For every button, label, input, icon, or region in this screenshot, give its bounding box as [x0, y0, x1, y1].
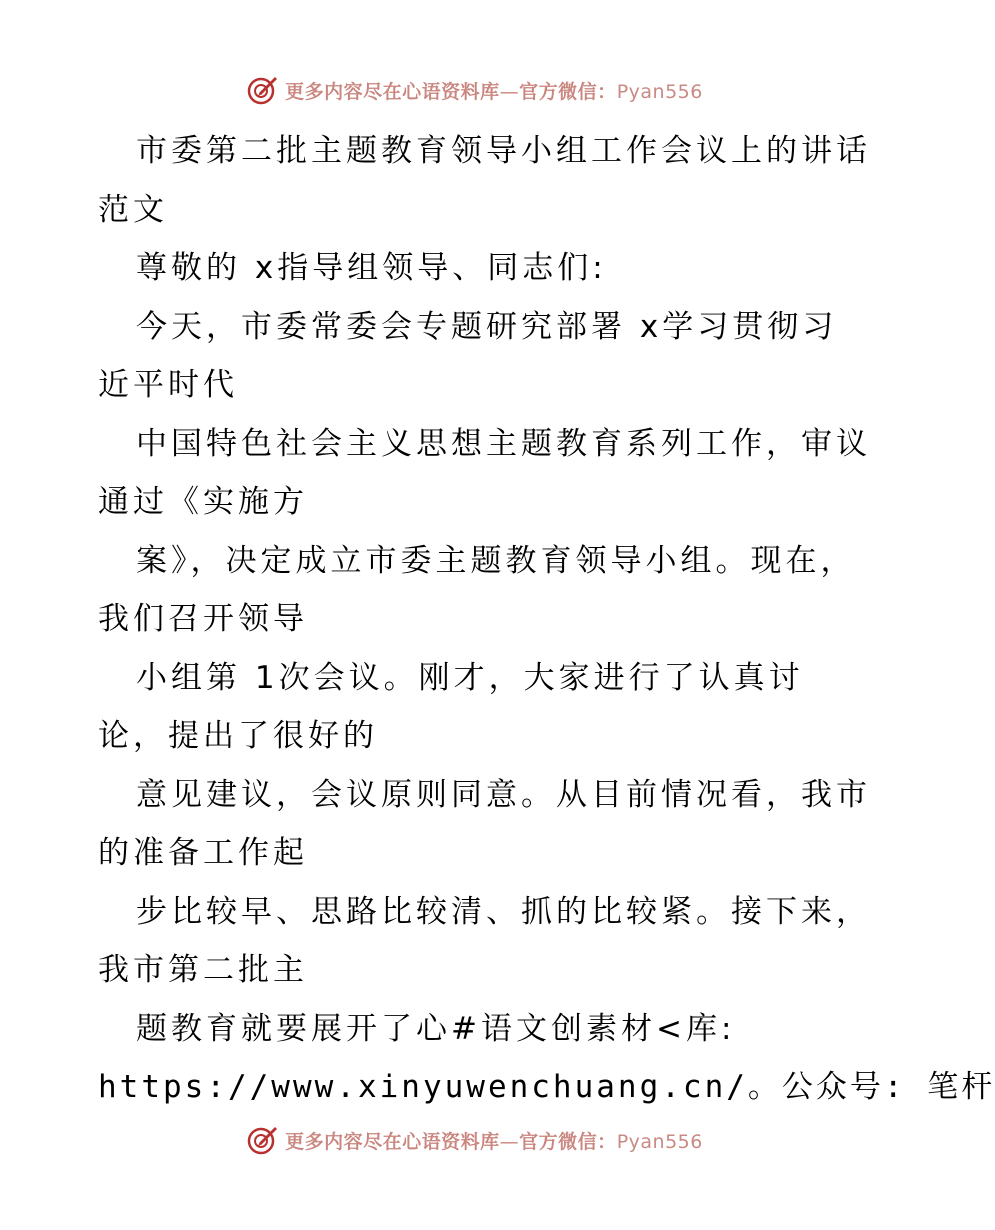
document-body — [98, 122, 995, 1117]
quill-pen-circle-logo — [247, 1124, 279, 1156]
quill-pen-circle-logo — [247, 74, 279, 106]
footer-watermark-banner — [0, 1120, 950, 1160]
doc-title-line-2: 范文 — [98, 191, 168, 228]
doc-title-line-1: 市委第二批主题教育领导小组工作会议上的讲话 — [136, 133, 871, 169]
paragraph-line: 我市第二批主 — [98, 952, 308, 988]
header-watermark-banner — [0, 70, 950, 110]
paragraph-line: 今天，市委常委会专题研究部署 x学习贯彻习 — [136, 308, 838, 345]
paragraph-line: 近平时代 — [98, 367, 238, 403]
paragraph-line: 案》，决定成立市委主题教育领导小组。现在， — [136, 542, 856, 579]
paragraph-line: 通过《实施方 — [98, 484, 308, 520]
salutation-line: 尊敬的 x指导组领导、同志们: — [136, 250, 607, 286]
paragraph-line: 步比较早、思路比较清、抓的比较紧。接下来， — [136, 893, 871, 930]
watermark-text: 更多内容尽在心语资料库—官方微信：Pyan556 — [285, 80, 703, 103]
paragraph-line: 题教育就要展开了心#语文创素材<库: — [136, 1010, 736, 1047]
url-line: https://www.xinyuwenchuang.cn/。公众号: 笔杆 — [98, 1069, 995, 1105]
paragraph-line: 中国特色社会主义思想主题教育系列工作，审议 — [136, 425, 871, 462]
watermark-text: 更多内容尽在心语资料库—官方微信：Pyan556 — [285, 1130, 703, 1153]
paragraph-line: 我们召开领导 — [98, 601, 308, 637]
paragraph-line: 论，提出了很好的 — [98, 718, 378, 754]
paragraph-line: 小组第 1次会议。刚才，大家进行了认真讨 — [136, 659, 804, 696]
paragraph-line: 的准备工作起 — [98, 835, 308, 871]
paragraph-line: 意见建议，会议原则同意。从目前情况看，我市 — [136, 776, 871, 813]
